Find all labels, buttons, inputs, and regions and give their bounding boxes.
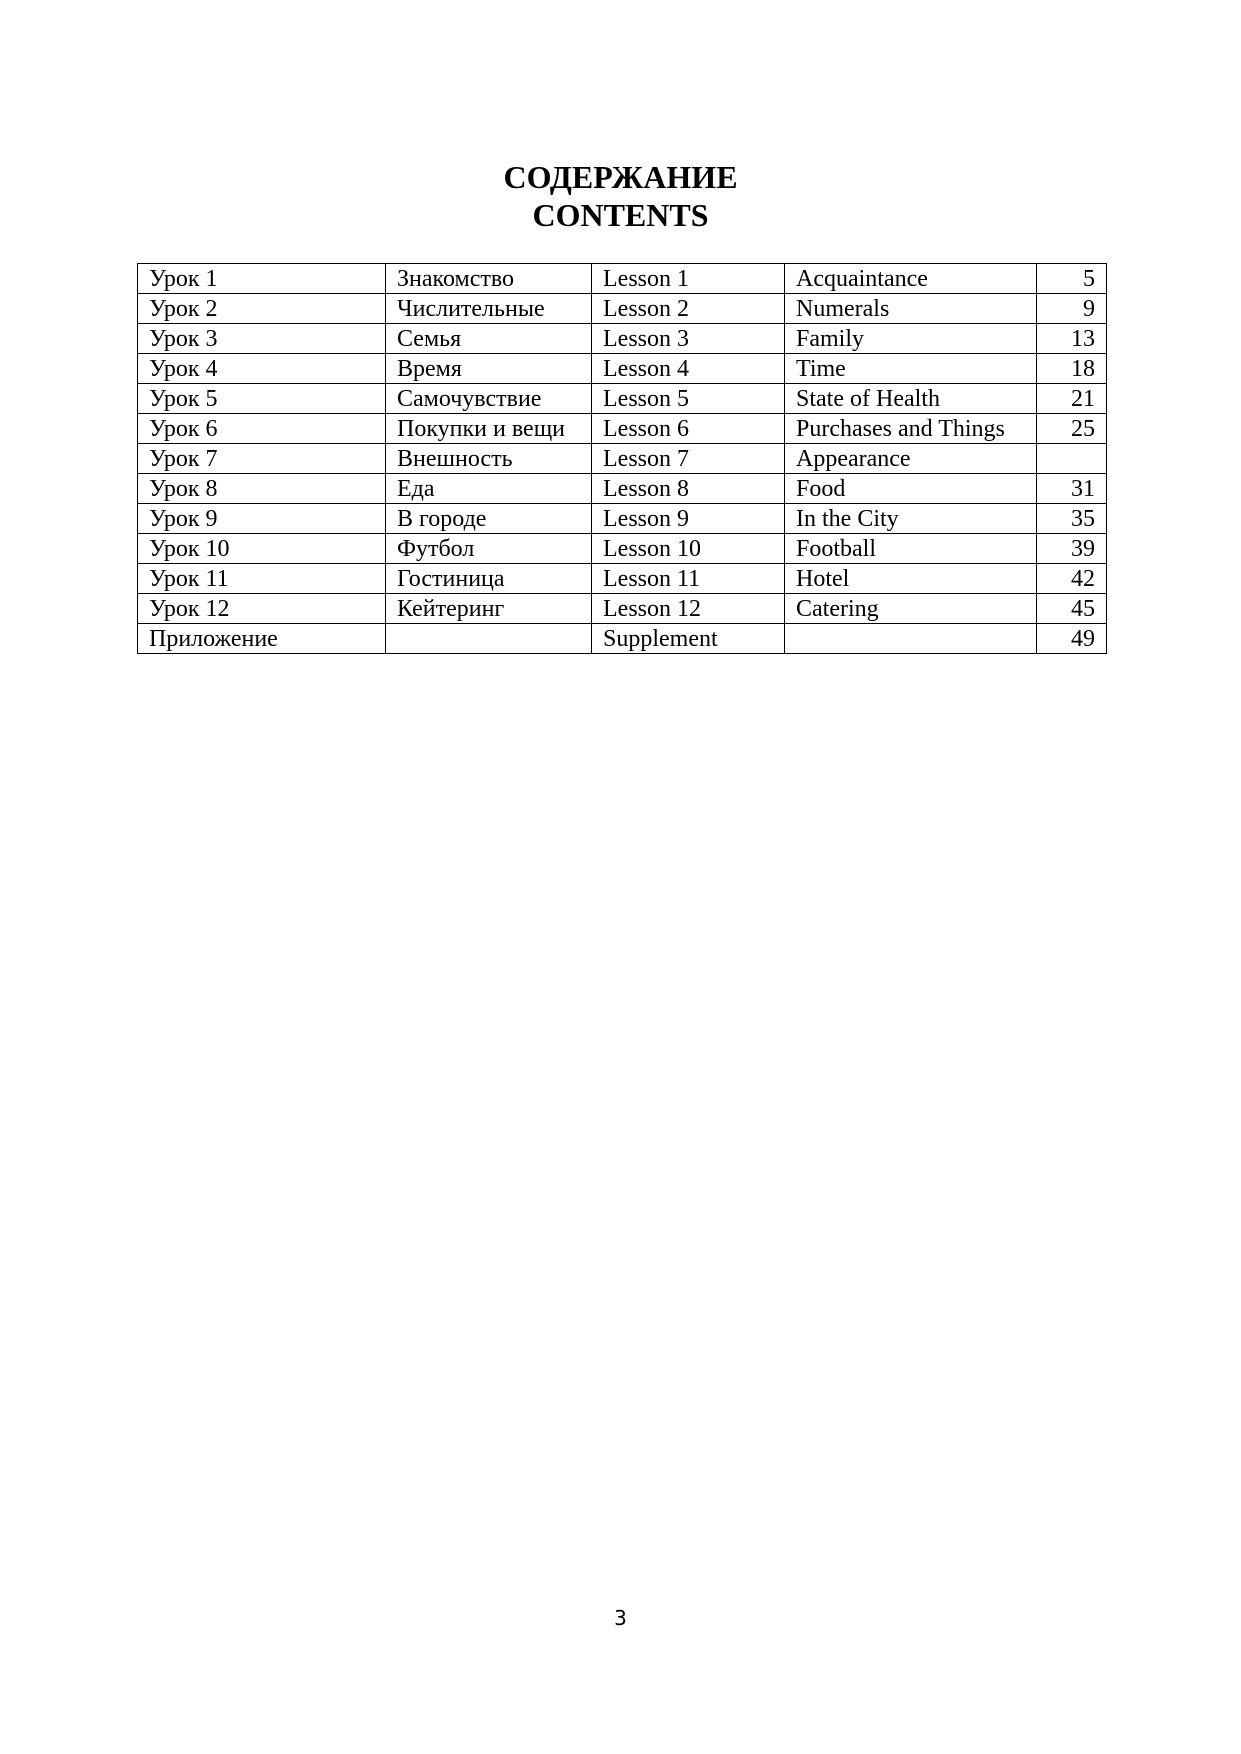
table-row	[138, 324, 1107, 354]
en-topic-cell: Acquaintance	[785, 264, 1037, 294]
ru-lesson-cell: Урок 2	[138, 294, 386, 324]
table-row	[138, 624, 1107, 654]
en-lesson-cell: Lesson 2	[592, 294, 785, 324]
table-row	[138, 384, 1107, 414]
ru-lesson-cell: Урок 1	[138, 264, 386, 294]
page-cell: 31	[1037, 474, 1107, 504]
ru-topic-cell: Кейтеринг	[386, 594, 592, 624]
en-topic-cell: Purchases and Things	[785, 414, 1037, 444]
en-topic-cell	[785, 624, 1037, 654]
table-row	[138, 564, 1107, 594]
en-lesson-cell: Lesson 11	[592, 564, 785, 594]
table-row	[138, 474, 1107, 504]
ru-topic-cell	[386, 624, 592, 654]
en-topic-cell: Football	[785, 534, 1037, 564]
ru-lesson-cell: Урок 7	[138, 444, 386, 474]
en-topic-cell: Hotel	[785, 564, 1037, 594]
en-lesson-cell: Lesson 12	[592, 594, 785, 624]
page-cell: 13	[1037, 324, 1107, 354]
page-cell: 45	[1037, 594, 1107, 624]
table-row	[138, 534, 1107, 564]
ru-lesson-cell: Урок 12	[138, 594, 386, 624]
ru-topic-cell: Знакомство	[386, 264, 592, 294]
ru-lesson-cell: Урок 9	[138, 504, 386, 534]
ru-lesson-cell: Урок 6	[138, 414, 386, 444]
table-row	[138, 594, 1107, 624]
en-topic-cell: Catering	[785, 594, 1037, 624]
en-lesson-cell: Lesson 7	[592, 444, 785, 474]
page-cell: 9	[1037, 294, 1107, 324]
ru-topic-cell: Время	[386, 354, 592, 384]
table-row	[138, 264, 1107, 294]
ru-lesson-cell: Урок 3	[138, 324, 386, 354]
contents-table	[137, 263, 1107, 654]
ru-topic-cell: Числительные	[386, 294, 592, 324]
en-topic-cell: Numerals	[785, 294, 1037, 324]
ru-topic-cell: Гостиница	[386, 564, 592, 594]
page-cell: 18	[1037, 354, 1107, 384]
en-topic-cell: Appearance	[785, 444, 1037, 474]
ru-topic-cell: В городе	[386, 504, 592, 534]
en-lesson-cell: Lesson 3	[592, 324, 785, 354]
page-number: 3	[614, 1606, 627, 1630]
table-row	[138, 444, 1107, 474]
page-cell	[1037, 444, 1107, 474]
en-topic-cell: State of Health	[785, 384, 1037, 414]
page-cell: 5	[1037, 264, 1107, 294]
ru-lesson-cell: Приложение	[138, 624, 386, 654]
page-cell: 39	[1037, 534, 1107, 564]
ru-topic-cell: Семья	[386, 324, 592, 354]
en-topic-cell: Family	[785, 324, 1037, 354]
en-lesson-cell: Supplement	[592, 624, 785, 654]
ru-lesson-cell: Урок 8	[138, 474, 386, 504]
ru-lesson-cell: Урок 10	[138, 534, 386, 564]
table-row	[138, 354, 1107, 384]
en-topic-cell: In the City	[785, 504, 1037, 534]
ru-topic-cell: Еда	[386, 474, 592, 504]
table-row	[138, 414, 1107, 444]
en-lesson-cell: Lesson 8	[592, 474, 785, 504]
ru-lesson-cell: Урок 5	[138, 384, 386, 414]
ru-topic-cell: Покупки и вещи	[386, 414, 592, 444]
en-lesson-cell: Lesson 6	[592, 414, 785, 444]
table-row	[138, 294, 1107, 324]
page-title	[0, 158, 1241, 234]
table-row	[138, 504, 1107, 534]
en-topic-cell: Time	[785, 354, 1037, 384]
title-english: CONTENTS	[532, 197, 709, 233]
en-lesson-cell: Lesson 4	[592, 354, 785, 384]
en-lesson-cell: Lesson 5	[592, 384, 785, 414]
en-topic-cell: Food	[785, 474, 1037, 504]
en-lesson-cell: Lesson 10	[592, 534, 785, 564]
ru-topic-cell: Самочувствие	[386, 384, 592, 414]
ru-topic-cell: Внешность	[386, 444, 592, 474]
page-cell: 25	[1037, 414, 1107, 444]
en-lesson-cell: Lesson 1	[592, 264, 785, 294]
title-russian: СОДЕРЖАНИЕ	[503, 159, 738, 195]
page-cell: 49	[1037, 624, 1107, 654]
page-cell: 42	[1037, 564, 1107, 594]
ru-topic-cell: Футбол	[386, 534, 592, 564]
en-lesson-cell: Lesson 9	[592, 504, 785, 534]
page-cell: 21	[1037, 384, 1107, 414]
ru-lesson-cell: Урок 4	[138, 354, 386, 384]
ru-lesson-cell: Урок 11	[138, 564, 386, 594]
page-cell: 35	[1037, 504, 1107, 534]
